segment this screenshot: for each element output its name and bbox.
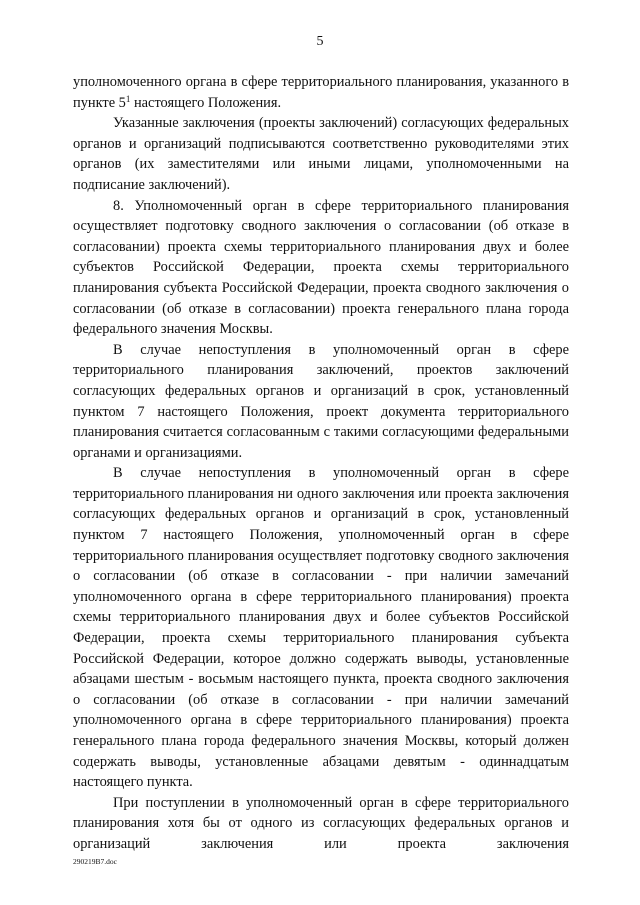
- paragraph-continuation: [73, 72, 569, 113]
- paragraph-text-tail: настоящего Положения.: [130, 94, 282, 111]
- paragraph: В случае непоступления в уполномоченный орган в сфере территориального планирования ни одного заключения или проекта заключения согласующих федеральных органов и организаций в срок, установленный пунктом 7 настоящего Положения, уполномоченный орган в сфере территориального планирования осуществляет подготовку сводного заключения о согласовании (об отказе в согласовании - при наличии замечаний уполномоченного органа в сфере территориального планирования) проекта схемы территориального планирования двух и более субъектов Российской Федерации, проекта схемы территориального планирования субъекта Российской Федерации, которое должно содержать выводы, установленные абзацами шестым - восьмым настоящего пункта, проекта сводного заключения о согласовании (об отказе в согласовании - при наличии замечаний уполномоченного органа в сфере территориального планирования) проекта генерального плана города федерального значения Москвы, который должен содержать выводы, установленные абзацами девятым - одиннадцатым настоящего пункта.: [73, 465, 569, 791]
- superscript: 1: [125, 93, 131, 104]
- document-body: [73, 72, 569, 855]
- paragraph: При поступлении в уполномоченный орган в сфере территориального планирования хотя бы от одного из согласующих федеральных органов и организаций заключения или проекта заключения: [73, 794, 569, 852]
- footer-file-code: 290219В7.doc: [73, 857, 117, 866]
- paragraph-text: уполномоченного органа в сфере территориального планирования, указанного в пункте 5: [73, 74, 569, 111]
- page-number: 5: [316, 34, 324, 49]
- paragraph: Указанные заключения (проекты заключений) согласующих федеральных органов и организаций подписываются соответственно руководителями этих органов (их заместителями или иными лицами, уполномоченными на подписание заключений).: [73, 115, 569, 193]
- paragraph: В случае непоступления в уполномоченный орган в сфере территориального планирования заключений, проектов заключений согласующих федеральных органов и организаций в срок, установленный пунктом 7 настоящего Положения, проект документа территориального планирования считается согласованным с такими согласующими федеральными органами и организациями.: [73, 341, 569, 461]
- paragraph-item-8: 8. Уполномоченный орган в сфере территориального планирования осуществляет подготовку сводного заключения о согласовании (об отказе в согласовании) проекта схемы территориального планирования двух и более субъектов Российской Федерации, проекта схемы территориального планирования субъекта Российской Федерации, проекта сводного заключения о согласовании (об отказе в согласовании) проекта генерального плана города федерального значения Москвы.: [73, 197, 569, 338]
